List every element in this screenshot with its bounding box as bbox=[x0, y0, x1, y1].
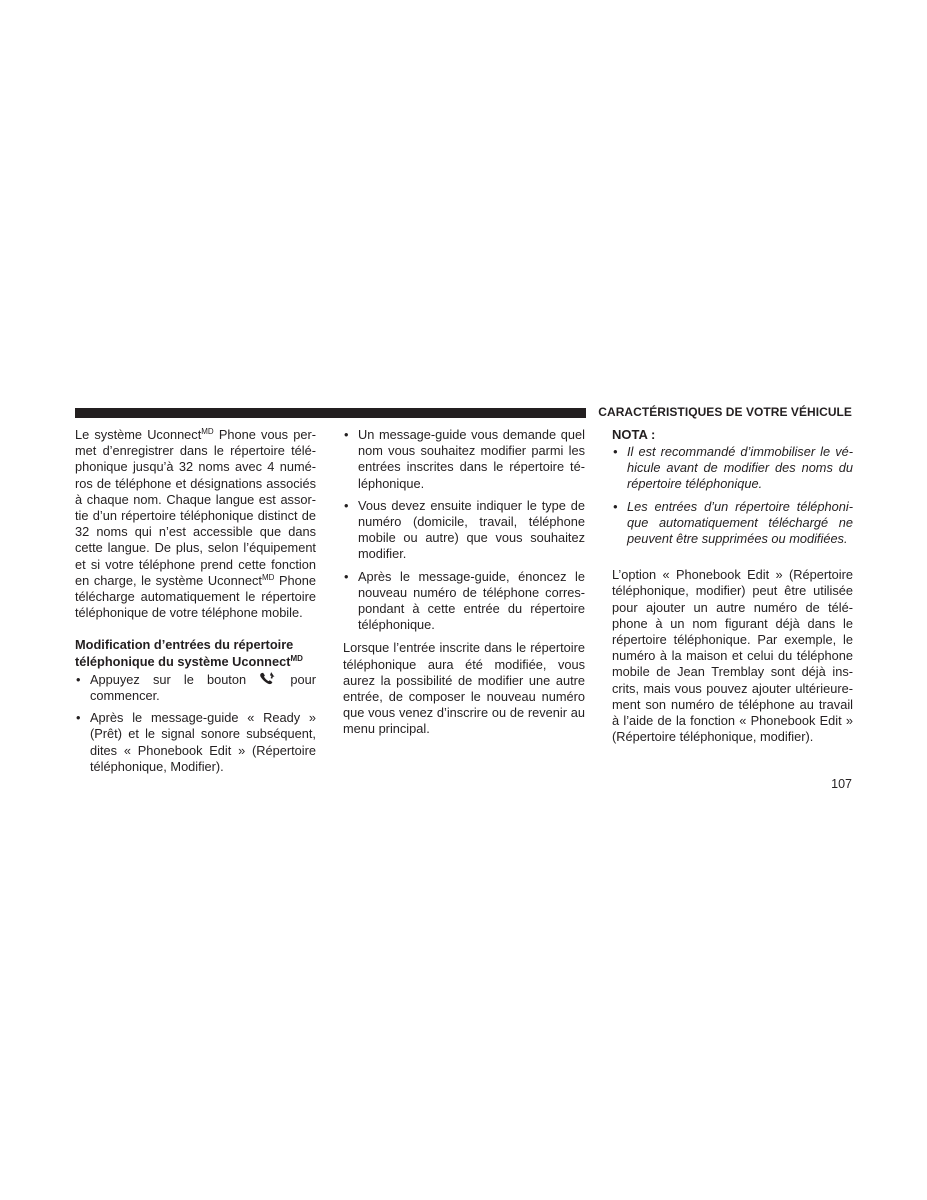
list-item: • Un message-guide vous demande quel nom vous souhaitez modifier parmi les entrées inscrites dans le répertoire té-léphonique. bbox=[343, 427, 585, 492]
intro-paragraph: Le système Uconnect$^{MD}$ Phone vous per-met d’enregistrer dans le répertoire télé-phonique jusqu’à 32 noms avec 4 numé-ros de téléphone et désignations associés à chaque nom. Chaque langue est assor-tie d’un répertoire téléphonique distinct de 32 noms qui n’est accessible que dans cette langue. De plus, selon l’équipement et si votre téléphone prend cette fonction en charge, le système Uconnect$^{MD}$ Phone télécharge automatiquement le répertoire téléphonique de votre téléphone mobile. bbox=[75, 427, 316, 621]
list-item: • Appuyez sur le bouton pour commencer. bbox=[75, 672, 316, 704]
list-item: • Après le message-guide, énoncez le nouveau numéro de téléphone corres-pondant à cette entrée du répertoire téléphonique. bbox=[343, 569, 585, 634]
phonebook-edit-paragraph: L’option « Phonebook Edit » (Répertoire téléphonique, modifier) peut être utilisée pour ajouter un autre numéro de télé-phone à un nom figurant déjà dans le répertoire téléphonique. Par exemple, le numéro à la maison et celui du téléphone mobile de Jean Tremblay sont déjà ins-crits, mais vous pouvez ajouter ultérieure-ment son numéro de téléphone au travail à l’aide de la fonction « Phonebook Edit » (Répertoire téléphonique, modifier). bbox=[612, 567, 853, 745]
subheading: Modification d’entrées du répertoire téléphonique du système Uconnect$^{MD}$ bbox=[75, 637, 303, 669]
list-item: • Vous devez ensuite indiquer le type de numéro (domicile, travail, téléphone mobile ou autre) que vous souhaitez modifier. bbox=[343, 498, 585, 563]
column-middle bbox=[343, 427, 585, 738]
phone-icon bbox=[259, 672, 277, 685]
note-list bbox=[612, 444, 853, 547]
steps-list-continued bbox=[343, 427, 585, 633]
note-title: NOTA : bbox=[612, 427, 656, 442]
column-right bbox=[612, 427, 853, 745]
list-item: • Il est recommandé d’immobiliser le vé-hicule avant de modifier des noms du répertoire téléphonique. bbox=[612, 444, 853, 493]
list-item: • Après le message-guide « Ready » (Prêt) et le signal sonore subséquent, dites « Phonebook Edit » (Répertoire téléphonique, Modifier). bbox=[75, 710, 316, 775]
page-number: 107 bbox=[831, 777, 852, 791]
column-left bbox=[75, 427, 316, 775]
completion-paragraph: Lorsque l’entrée inscrite dans le répertoire téléphonique aura été modifiée, vous aurez la possibilité de modifier une autre entrée, de composer le nouveau numéro que vous venez d’inscrire ou de revenir au menu principal. bbox=[343, 640, 585, 737]
section-header-bar bbox=[75, 408, 586, 418]
section-title: CARACTÉRISTIQUES DE VOTRE VÉHICULE bbox=[598, 405, 852, 419]
steps-list bbox=[75, 672, 316, 775]
list-item: • Les entrées d’un répertoire téléphoni-que automatiquement téléchargé ne peuvent être supprimées ou modifiées. bbox=[612, 499, 853, 548]
